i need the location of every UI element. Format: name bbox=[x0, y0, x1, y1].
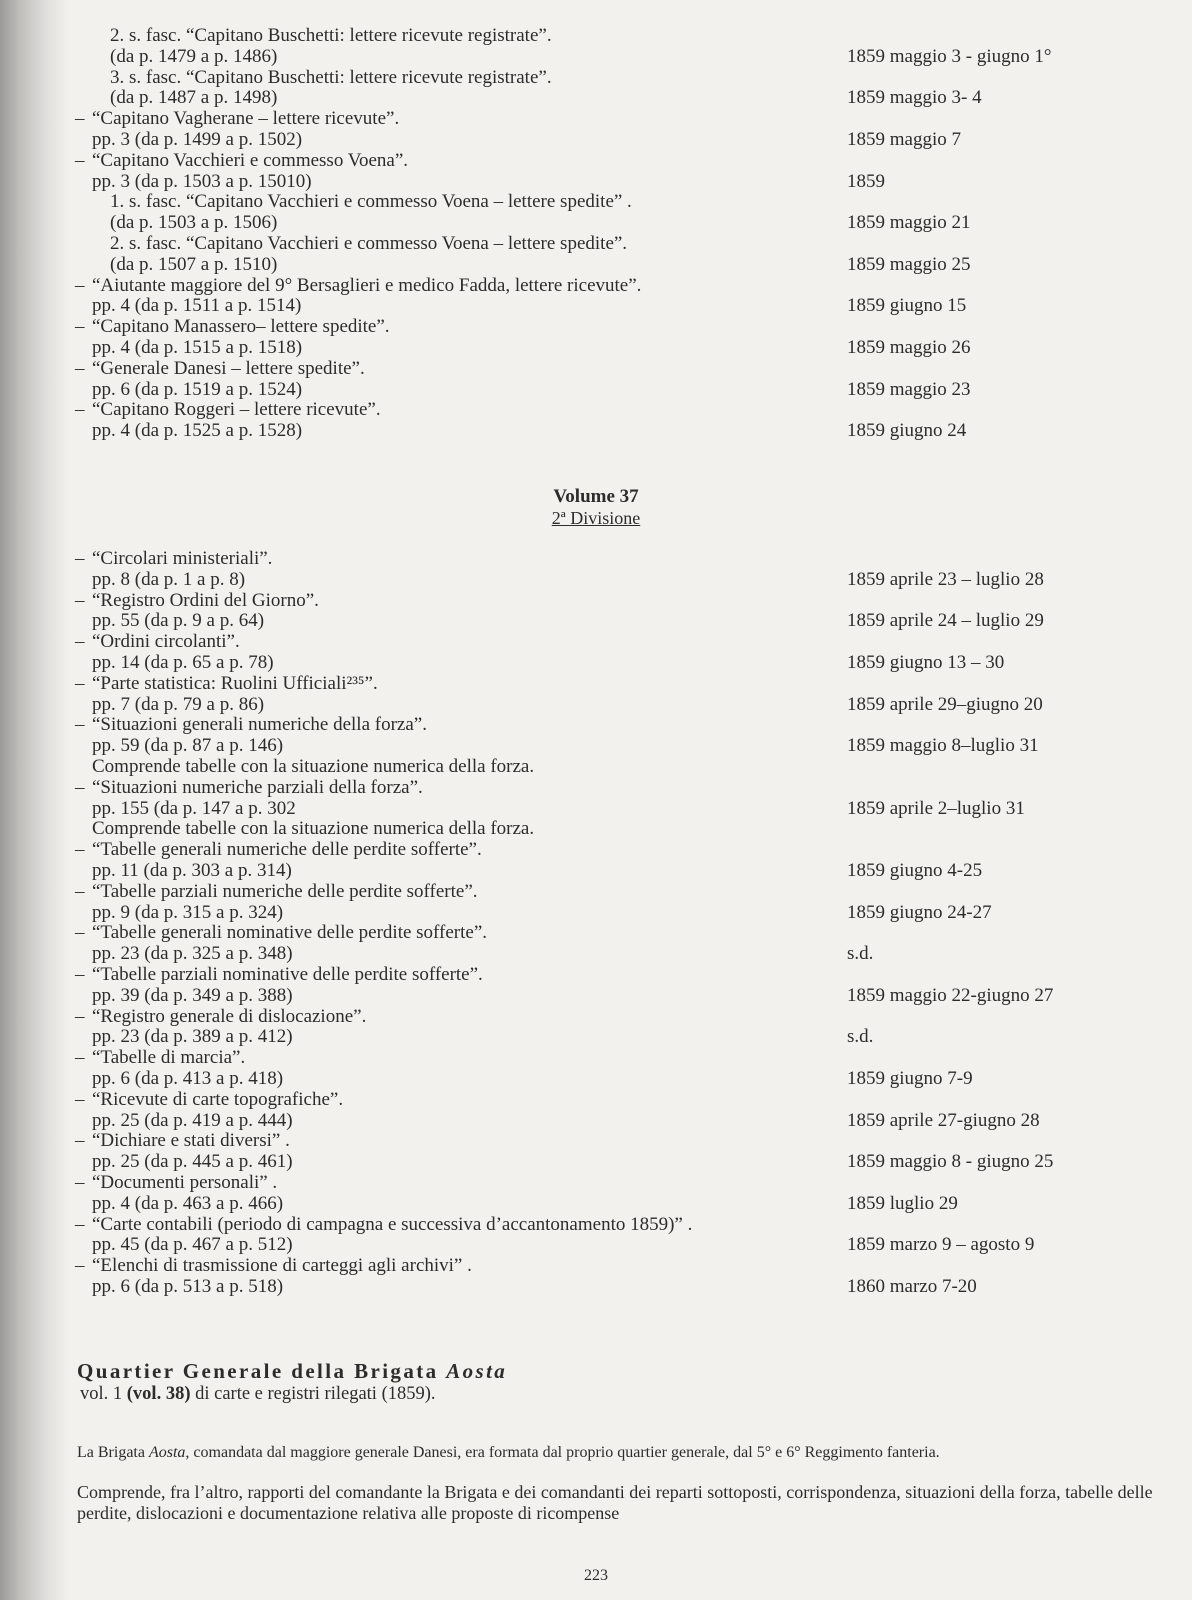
entry-text: pp. 7 (da p. 79 a p. 86) bbox=[92, 693, 265, 715]
volume-heading: Volume 37 bbox=[553, 486, 639, 507]
archive-entry-line bbox=[0, 1173, 1192, 1194]
entry-text: pp. 23 (da p. 325 a p. 348) bbox=[92, 943, 293, 965]
archive-entry-line bbox=[0, 778, 1192, 799]
entry-text: (da p. 1479 a p. 1486) bbox=[110, 45, 278, 67]
archive-entry-line bbox=[0, 611, 1192, 632]
entry-date: 1860 marzo 7-20 bbox=[847, 1275, 977, 1297]
entry-text: “Capitano Vacchieri e commesso Voena”. bbox=[92, 149, 409, 171]
entry-text: 1. s. fasc. “Capitano Vacchieri e commesso Voena – lettere spedite” . bbox=[110, 191, 632, 213]
entry-text: “Circolari ministeriali”. bbox=[92, 548, 273, 569]
entry-text: pp. 45 (da p. 467 a p. 512) bbox=[92, 1234, 293, 1256]
entry-date: 1859 maggio 26 bbox=[847, 336, 971, 358]
archive-entry-line bbox=[0, 1007, 1192, 1028]
brigata-description: La Brigata Aosta, comandata dal maggiore generale Danesi, era formata dal proprio quartier generale, dal 5° e 6° Reggimento fanteria. bbox=[77, 1444, 940, 1461]
archive-entry-line bbox=[0, 736, 1192, 757]
archive-entry-line bbox=[0, 47, 1192, 68]
entry-text: “Capitano Manassero– lettere spedite”. bbox=[92, 316, 390, 338]
entry-date: 1859 maggio 8 - giugno 25 bbox=[847, 1151, 1054, 1173]
entry-text: pp. 39 (da p. 349 a p. 388) bbox=[92, 984, 293, 1006]
archive-entry-line bbox=[0, 1277, 1192, 1298]
archive-entry-line bbox=[0, 570, 1192, 591]
archive-entry-line bbox=[0, 421, 1192, 442]
entry-dash: – bbox=[75, 108, 85, 130]
archive-entry-line bbox=[0, 26, 1192, 47]
entry-text: pp. 23 (da p. 389 a p. 412) bbox=[92, 1026, 293, 1048]
archive-entry-line bbox=[0, 213, 1192, 234]
entry-dash: – bbox=[75, 1213, 85, 1235]
archive-entry-line bbox=[0, 819, 1192, 840]
archive-entry-line bbox=[0, 151, 1192, 172]
entry-text: (da p. 1503 a p. 1506) bbox=[110, 212, 278, 234]
entry-date: 1859 aprile 29–giugno 20 bbox=[847, 693, 1043, 715]
archive-entry-line bbox=[0, 1111, 1192, 1132]
entry-text: (da p. 1487 a p. 1498) bbox=[110, 87, 278, 109]
archive-entry-line bbox=[0, 591, 1192, 612]
archive-entry-line bbox=[0, 965, 1192, 986]
archive-entry-line bbox=[0, 695, 1192, 716]
entry-text: “Parte statistica: Ruolini Ufficiali²³⁵”. bbox=[92, 672, 378, 694]
archive-entry-line bbox=[0, 1152, 1192, 1173]
entry-text: “Situazioni generali numeriche della forza”. bbox=[92, 714, 427, 736]
archive-entry-line bbox=[0, 1069, 1192, 1090]
entry-text: pp. 11 (da p. 303 a p. 314) bbox=[92, 859, 292, 881]
archive-entry-line bbox=[0, 986, 1192, 1007]
archive-entry-line bbox=[0, 1256, 1192, 1277]
archive-entry-line bbox=[0, 130, 1192, 151]
entry-date: 1859 giugno 24 bbox=[847, 420, 967, 442]
archive-entry-line bbox=[0, 882, 1192, 903]
archive-entry-line bbox=[0, 109, 1192, 130]
entry-dash: – bbox=[75, 274, 85, 296]
archive-entry-line bbox=[0, 359, 1192, 380]
entry-text: “Situazioni numeriche parziali della forza”. bbox=[92, 776, 423, 798]
entry-text: Comprende tabelle con la situazione numerica della forza. bbox=[92, 818, 535, 840]
entry-text: 3. s. fasc. “Capitano Buschetti: lettere ricevute registrate”. bbox=[110, 66, 552, 88]
entry-text: “Tabelle parziali nominative delle perdite sofferte”. bbox=[92, 963, 483, 985]
entry-dash: – bbox=[75, 316, 85, 338]
entry-dash: – bbox=[75, 839, 85, 861]
entry-text: pp. 155 (da p. 147 a p. 302 bbox=[92, 797, 296, 819]
entry-text: 2. s. fasc. “Capitano Vacchieri e commesso Voena – lettere spedite”. bbox=[110, 232, 628, 254]
entry-text: “Generale Danesi – lettere spedite”. bbox=[92, 357, 365, 379]
entry-dash: – bbox=[75, 1005, 85, 1027]
volume-division: 2ª Divisione bbox=[551, 508, 641, 528]
entry-text: pp. 3 (da p. 1499 a p. 1502) bbox=[92, 128, 303, 150]
entry-text: “Elenchi di trasmissione di carteggi agli archivi” . bbox=[92, 1255, 472, 1277]
entry-date: s.d. bbox=[847, 1026, 874, 1048]
entry-dash: – bbox=[75, 631, 85, 653]
entry-dash: – bbox=[75, 548, 85, 569]
entry-dash: – bbox=[75, 880, 85, 902]
section-subheading: vol. 1 (vol. 38) di carte e registri rilegati (1859). bbox=[80, 1384, 436, 1404]
entry-date: 1859 bbox=[847, 170, 885, 192]
archive-entry-line bbox=[0, 653, 1192, 674]
archive-entry-line bbox=[0, 380, 1192, 401]
archive-entry-line bbox=[0, 234, 1192, 255]
entry-date: 1859 maggio 3- 4 bbox=[847, 87, 982, 109]
archive-list-top bbox=[0, 26, 1192, 442]
entry-date: 1859 giugno 15 bbox=[847, 295, 967, 317]
entry-dash: – bbox=[75, 963, 85, 985]
entry-date: 1859 maggio 22-giugno 27 bbox=[847, 984, 1054, 1006]
entry-text: “Tabelle di marcia”. bbox=[92, 1047, 246, 1069]
entry-text: “Ricevute di carte topografiche”. bbox=[92, 1088, 344, 1110]
entry-text: Comprende tabelle con la situazione numerica della forza. bbox=[92, 755, 535, 777]
entry-text: pp. 6 (da p. 413 a p. 418) bbox=[92, 1067, 284, 1089]
entry-dash: – bbox=[75, 1047, 85, 1069]
entry-date: 1859 maggio 21 bbox=[847, 212, 971, 234]
entry-date: 1859 aprile 24 – luglio 29 bbox=[847, 610, 1044, 632]
entry-text: “Carte contabili (periodo di campagna e successiva d’accantonamento 1859)” . bbox=[92, 1213, 693, 1235]
entry-date: 1859 maggio 25 bbox=[847, 253, 971, 275]
entry-text: pp. 6 (da p. 1519 a p. 1524) bbox=[92, 378, 303, 400]
archive-entry-line bbox=[0, 674, 1192, 695]
entry-date: 1859 giugno 13 – 30 bbox=[847, 651, 1005, 673]
archive-entry-line bbox=[0, 1194, 1192, 1215]
archive-entry-line bbox=[0, 923, 1192, 944]
entry-text: (da p. 1507 a p. 1510) bbox=[110, 253, 278, 275]
entry-date: 1859 marzo 9 – agosto 9 bbox=[847, 1234, 1035, 1256]
entry-date: s.d. bbox=[847, 943, 874, 965]
entry-dash: – bbox=[75, 149, 85, 171]
archive-entry-line bbox=[0, 1235, 1192, 1256]
entry-text: pp. 6 (da p. 513 a p. 518) bbox=[92, 1275, 284, 1297]
entry-date: 1859 aprile 2–luglio 31 bbox=[847, 797, 1025, 819]
entry-dash: – bbox=[75, 1088, 85, 1110]
entry-text: pp. 25 (da p. 445 a p. 461) bbox=[92, 1151, 293, 1173]
archive-entry-line bbox=[0, 68, 1192, 89]
entry-text: pp. 14 (da p. 65 a p. 78) bbox=[92, 651, 274, 673]
entry-dash: – bbox=[75, 1171, 85, 1193]
archive-entry-line bbox=[0, 903, 1192, 924]
entry-date: 1859 aprile 23 – luglio 28 bbox=[847, 568, 1044, 590]
entry-dash: – bbox=[75, 1130, 85, 1152]
entry-text: pp. 4 (da p. 1515 a p. 1518) bbox=[92, 336, 303, 358]
entry-dash: – bbox=[75, 922, 85, 944]
archive-entry-line bbox=[0, 88, 1192, 109]
entry-text: “Documenti personali” . bbox=[92, 1171, 278, 1193]
archive-entry-line bbox=[0, 1027, 1192, 1048]
entry-date: 1859 maggio 7 bbox=[847, 128, 961, 150]
page-number: 223 bbox=[584, 1567, 608, 1584]
entry-date: 1859 maggio 23 bbox=[847, 378, 971, 400]
entry-date: 1859 giugno 24-27 bbox=[847, 901, 992, 923]
archive-entry-line bbox=[0, 1090, 1192, 1111]
archive-entry-line bbox=[0, 757, 1192, 778]
archive-entry-line bbox=[0, 255, 1192, 276]
entry-text: pp. 25 (da p. 419 a p. 444) bbox=[92, 1109, 293, 1131]
archive-list-volume-37 bbox=[0, 549, 1192, 1298]
entry-text: pp. 4 (da p. 1525 a p. 1528) bbox=[92, 420, 303, 442]
entry-text: pp. 59 (da p. 87 a p. 146) bbox=[92, 735, 284, 757]
entry-dash: – bbox=[75, 1255, 85, 1277]
entry-text: pp. 3 (da p. 1503 a p. 15010) bbox=[92, 170, 312, 192]
archive-entry-line bbox=[0, 944, 1192, 965]
entry-text: “Registro generale di dislocazione”. bbox=[92, 1005, 367, 1027]
entry-text: “Registro Ordini del Giorno”. bbox=[92, 589, 319, 611]
entry-text: pp. 4 (da p. 463 a p. 466) bbox=[92, 1192, 284, 1214]
archive-entry-line bbox=[0, 799, 1192, 820]
brigata-contents: Comprende, fra l’altro, rapporti del comandante la Brigata e dei comandanti dei reparti sottoposti, corrispondenza, situazioni della forza, tabelle delle perdite, dislocazioni e documentazione relativa alle proposte di ricompense bbox=[77, 1482, 1153, 1523]
archive-entry-line bbox=[0, 296, 1192, 317]
entry-dash: – bbox=[75, 672, 85, 694]
archive-entry-line bbox=[0, 172, 1192, 193]
entry-text: pp. 8 (da p. 1 a p. 8) bbox=[92, 568, 246, 590]
entry-text: pp. 55 (da p. 9 a p. 64) bbox=[92, 610, 265, 632]
entry-dash: – bbox=[75, 589, 85, 611]
entry-text: “Capitano Vagherane – lettere ricevute”. bbox=[92, 108, 400, 130]
entry-dash: – bbox=[75, 714, 85, 736]
archive-entry-line bbox=[0, 549, 1192, 570]
entry-date: 1859 giugno 4-25 bbox=[847, 859, 983, 881]
archive-entry-line bbox=[0, 338, 1192, 359]
section-heading: Quartier Generale della Brigata Aosta bbox=[77, 1359, 508, 1383]
archive-entry-line bbox=[0, 192, 1192, 213]
entry-text: “Dichiare e stati diversi” . bbox=[92, 1130, 290, 1152]
entry-text: “Tabelle generali nominative delle perdite sofferte”. bbox=[92, 922, 488, 944]
archive-entry-line bbox=[0, 1048, 1192, 1069]
archive-entry-line bbox=[0, 715, 1192, 736]
entry-text: “Capitano Roggeri – lettere ricevute”. bbox=[92, 399, 381, 421]
archive-entry-line bbox=[0, 317, 1192, 338]
entry-text: “Aiutante maggiore del 9° Bersaglieri e medico Fadda, lettere ricevute”. bbox=[92, 274, 642, 296]
entry-date: 1859 maggio 3 - giugno 1° bbox=[847, 45, 1052, 67]
entry-text: pp. 4 (da p. 1511 a p. 1514) bbox=[92, 295, 302, 317]
entry-text: “Ordini circolanti”. bbox=[92, 631, 240, 653]
entry-text: “Tabelle parziali numeriche delle perdite sofferte”. bbox=[92, 880, 478, 902]
archive-entry-line bbox=[0, 1215, 1192, 1236]
entry-dash: – bbox=[75, 357, 85, 379]
entry-date: 1859 maggio 8–luglio 31 bbox=[847, 735, 1039, 757]
archive-entry-line bbox=[0, 632, 1192, 653]
entry-date: 1859 giugno 7-9 bbox=[847, 1067, 973, 1089]
entry-text: 2. s. fasc. “Capitano Buschetti: lettere ricevute registrate”. bbox=[110, 25, 552, 46]
archive-entry-line bbox=[0, 861, 1192, 882]
entry-dash: – bbox=[75, 399, 85, 421]
entry-date: 1859 aprile 27-giugno 28 bbox=[847, 1109, 1040, 1131]
entry-date: 1859 luglio 29 bbox=[847, 1192, 958, 1214]
entry-dash: – bbox=[75, 776, 85, 798]
archive-entry-line bbox=[0, 840, 1192, 861]
archive-entry-line bbox=[0, 276, 1192, 297]
entry-text: “Tabelle generali numeriche delle perdite sofferte”. bbox=[92, 839, 482, 861]
archive-entry-line bbox=[0, 400, 1192, 421]
entry-text: pp. 9 (da p. 315 a p. 324) bbox=[92, 901, 284, 923]
archive-entry-line bbox=[0, 1131, 1192, 1152]
